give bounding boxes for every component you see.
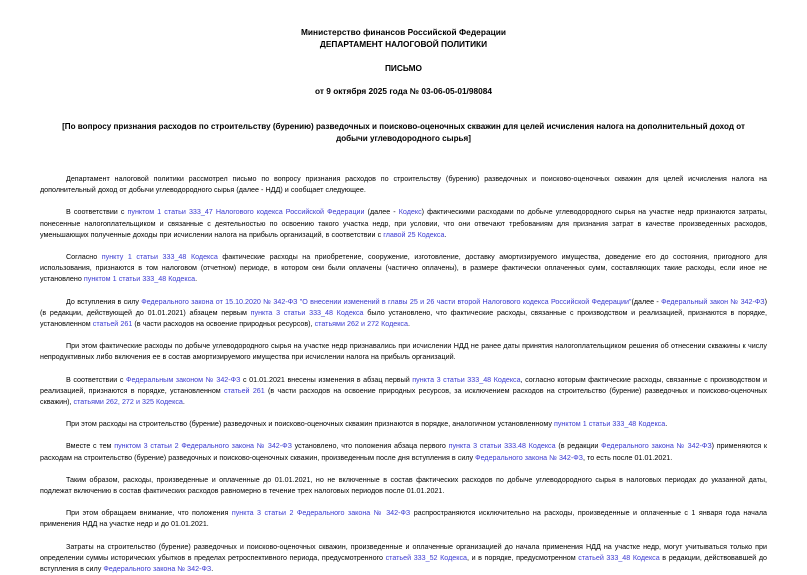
paragraph-text: . — [665, 420, 668, 429]
paragraph-text: При этом расходы на строительство (бурение) разведочных и поисково-оценочных скважин признаются в порядке, аналогичном установленному — [66, 420, 554, 429]
legal-reference-link[interactable]: Федеральный закон № 342-ФЗ — [661, 297, 765, 306]
legal-reference-link[interactable]: пункта 3 статьи 333.48 Кодекса — [448, 442, 556, 451]
paragraph-text: . — [444, 230, 447, 239]
legal-reference-link[interactable]: Федерального закона от 15.10.2020 № 342-ФЗ "О внесении изменений в главы 25 и 26 части второй Налогового кодекса Российской Федерации" — [141, 297, 632, 306]
paragraph — [40, 341, 767, 363]
paragraph-text: В соответствии с — [66, 375, 127, 384]
legal-reference-link[interactable]: статьями 262 и 272 Кодекса — [314, 320, 408, 329]
paragraph-text: , то есть после 01.01.2021. — [582, 453, 673, 462]
paragraph-text: (в части расходов на освоение природных ресурсов), — [132, 320, 315, 329]
legal-reference-link[interactable]: статьей 261 — [92, 320, 133, 329]
legal-reference-link[interactable]: пунктом 3 статьи 2 Федерального закона № 342-ФЗ — [114, 442, 292, 451]
legal-reference-link[interactable]: пунктом 1 статьи 333_48 Кодекса — [83, 275, 196, 284]
paragraph-text: Затраты на строительство (бурение) разведочных и поисково-оценочных скважин, произведенные и оплаченные организацией до начала применения НДД на участке недр, могут учитываться только при определении суммы исторических убытков в пределах ретроспективного периода, предусмотренного — [40, 542, 767, 562]
legal-reference-link[interactable]: статьей 333_52 Кодекса — [385, 553, 467, 562]
legal-reference-link[interactable]: пункта 3 статьи 2 Федерального закона № 342-ФЗ — [231, 509, 411, 518]
legal-reference-link[interactable]: пункту 1 статьи 333_48 Кодекса — [101, 253, 218, 262]
paragraph-text: . — [195, 275, 198, 284]
paragraph-text: До вступления в силу — [66, 297, 142, 306]
legal-reference-link[interactable]: пункта 3 статьи 333_48 Кодекса — [250, 308, 364, 317]
paragraph — [40, 174, 767, 196]
paragraph-text: , и в порядке, предусмотренном — [466, 553, 579, 562]
legal-reference-link[interactable]: Кодекс — [398, 208, 422, 217]
paragraph-text: распространяются исключительно на расходы, произведенные и оплаченные с 1 января года начала применения НДД на участке недр и до 01.01.2021. — [40, 509, 768, 529]
legal-reference-link[interactable]: Федерального закона № 342-ФЗ — [601, 442, 712, 451]
paragraph-text: , согласно которым фактические расходы, связанные с производством и реализацией, признаются в порядке, установленном — [40, 375, 767, 395]
header-department: ДЕПАРТАМЕНТ НАЛОГОВОЙ ПОЛИТИКИ — [319, 39, 488, 50]
paragraph-text: Таким образом, расходы, произведенные и оплаченные до 01.01.2021, но не включенные в состав фактических расходов по добыче углеводородного сырья в налоговых периодах до указанной даты, подлежат включению в состав фактических расходов равномерно в течение трех налоговых периодов после 01.01.2021. — [40, 475, 767, 496]
paragraph-text: ) фактическими расходами по добыче углеводородного сырья на участке недр признаются затраты, понесенные налогоплательщиком и связанные с деятельностью по освоению такого участка недр, при условии, что они отвечают требованиям для признания затрат в качестве произведенных расходов, уменьшающих полученные доходы при исчислении налога на прибыль организаций, в соответствии с — [40, 208, 768, 239]
legal-reference-link[interactable]: статьей 261 — [224, 386, 265, 395]
paragraph-text: . — [211, 565, 214, 574]
legal-reference-link[interactable]: Федерального закона № 342-ФЗ — [103, 565, 212, 574]
paragraph-text: фактические расходы на приобретение, сооружение, изготовление, доставку амортизируемого имущества, доведение его до состояния, пригодного для использования, признаются в том налоговом (отчетном) периоде, в котором они были оплачены (частично оплачены), в размере фактически оплаченных сумм, составляющих такие расходы, если иное не установлено — [40, 253, 767, 284]
paragraph-text: (в части расходов на освоение природных ресурсов, за исключением расходов на строительство (бурение) разведочных и поисково-оценочных скважин), — [40, 386, 768, 407]
paragraph — [40, 508, 767, 530]
legal-reference-link[interactable]: Федеральным законом № 342-ФЗ — [126, 375, 241, 384]
paragraph-text: Вместе с тем — [66, 442, 115, 451]
legal-reference-link[interactable]: пункта 3 статьи 333_48 Кодекса — [412, 375, 521, 384]
paragraph-text: При этом фактические расходы по добыче углеводородного сырья на участке недр признавались при исчислении НДД не ранее даты принятия налогоплательщиком решения об отнесении скважины к числу непродуктивных либо включения ее в состав амортизируемого имущества при исчислении налога на прибыль организаций. — [40, 342, 767, 362]
paragraph-text: установлено, что положения абзаца первого — [291, 442, 449, 451]
legal-reference-link[interactable]: Федерального закона № 342-ФЗ — [475, 453, 583, 462]
legal-reference-link[interactable]: статьями 262, 272 и 325 Кодекса — [73, 398, 183, 407]
paragraph — [40, 419, 767, 430]
paragraph-text: . — [407, 320, 410, 329]
paragraph-text: с 01.01.2021 внесены изменения в абзац первый — [240, 375, 413, 384]
header-ministry: Министерство финансов Российской Федерации — [300, 27, 507, 37]
paragraph-text: ) применяются к расходам на строительство (бурение) разведочных и поисково-оценочных скважин, произведенным после дня вступления в силу — [40, 442, 768, 462]
paragraph — [40, 252, 767, 286]
paragraph — [40, 297, 767, 331]
paragraph-text: Департамент налоговой политики рассмотрел письмо по вопросу признания расходов по строительству (бурению) разведочных и поисково-оценочных скважин для целей исчисления налога на дополнительный доход от добычи углеводородного сырья (далее - НДД) и сообщает следующее. — [40, 175, 767, 195]
legal-reference-link[interactable]: главой 25 Кодекса — [383, 230, 445, 239]
paragraph-text: (далее - — [631, 297, 662, 306]
paragraph — [40, 441, 767, 463]
paragraph-text: При этом обращаем внимание, что положения — [66, 509, 232, 518]
paragraph-text: В соответствии с — [66, 208, 128, 217]
header-date-number: от 9 октября 2025 года № 03-06-05-01/98084 — [315, 85, 492, 96]
paragraph-text: было установлено, что фактические расходы, связанные с производством и реализацией, признаются в порядке, установленном — [40, 308, 768, 329]
legal-reference-link[interactable]: статьей 333_48 Кодекса — [578, 553, 660, 562]
paragraph-text: Согласно — [66, 253, 102, 262]
paragraph-text: в редакции, действовавшей до вступления в силу — [40, 553, 767, 574]
page-title: [По вопросу признания расходов по строительству (бурению) разведочных и поисково-оценочных скважин для целей исчисления налога на дополнительный доход от добычи углеводородного сырья] — [62, 121, 745, 144]
paragraph-text: ) (в редакции, действующей до 01.01.2021) абзацем первым — [40, 297, 768, 317]
paragraph — [40, 207, 767, 241]
paragraph-text: . — [182, 398, 185, 407]
paragraph — [40, 375, 767, 409]
paragraph-text: (в редакции — [555, 442, 602, 451]
document-body — [40, 174, 767, 575]
paragraph — [40, 542, 767, 575]
paragraph-text: (далее - — [364, 208, 399, 217]
legal-reference-link[interactable]: пунктом 1 статьи 333_47 Налогового кодекса Российской Федерации — [127, 208, 365, 217]
paragraph — [40, 475, 767, 497]
header-doc-type: ПИСЬМО — [384, 62, 423, 73]
legal-reference-link[interactable]: пунктом 1 статьи 333_48 Кодекса — [554, 420, 666, 429]
